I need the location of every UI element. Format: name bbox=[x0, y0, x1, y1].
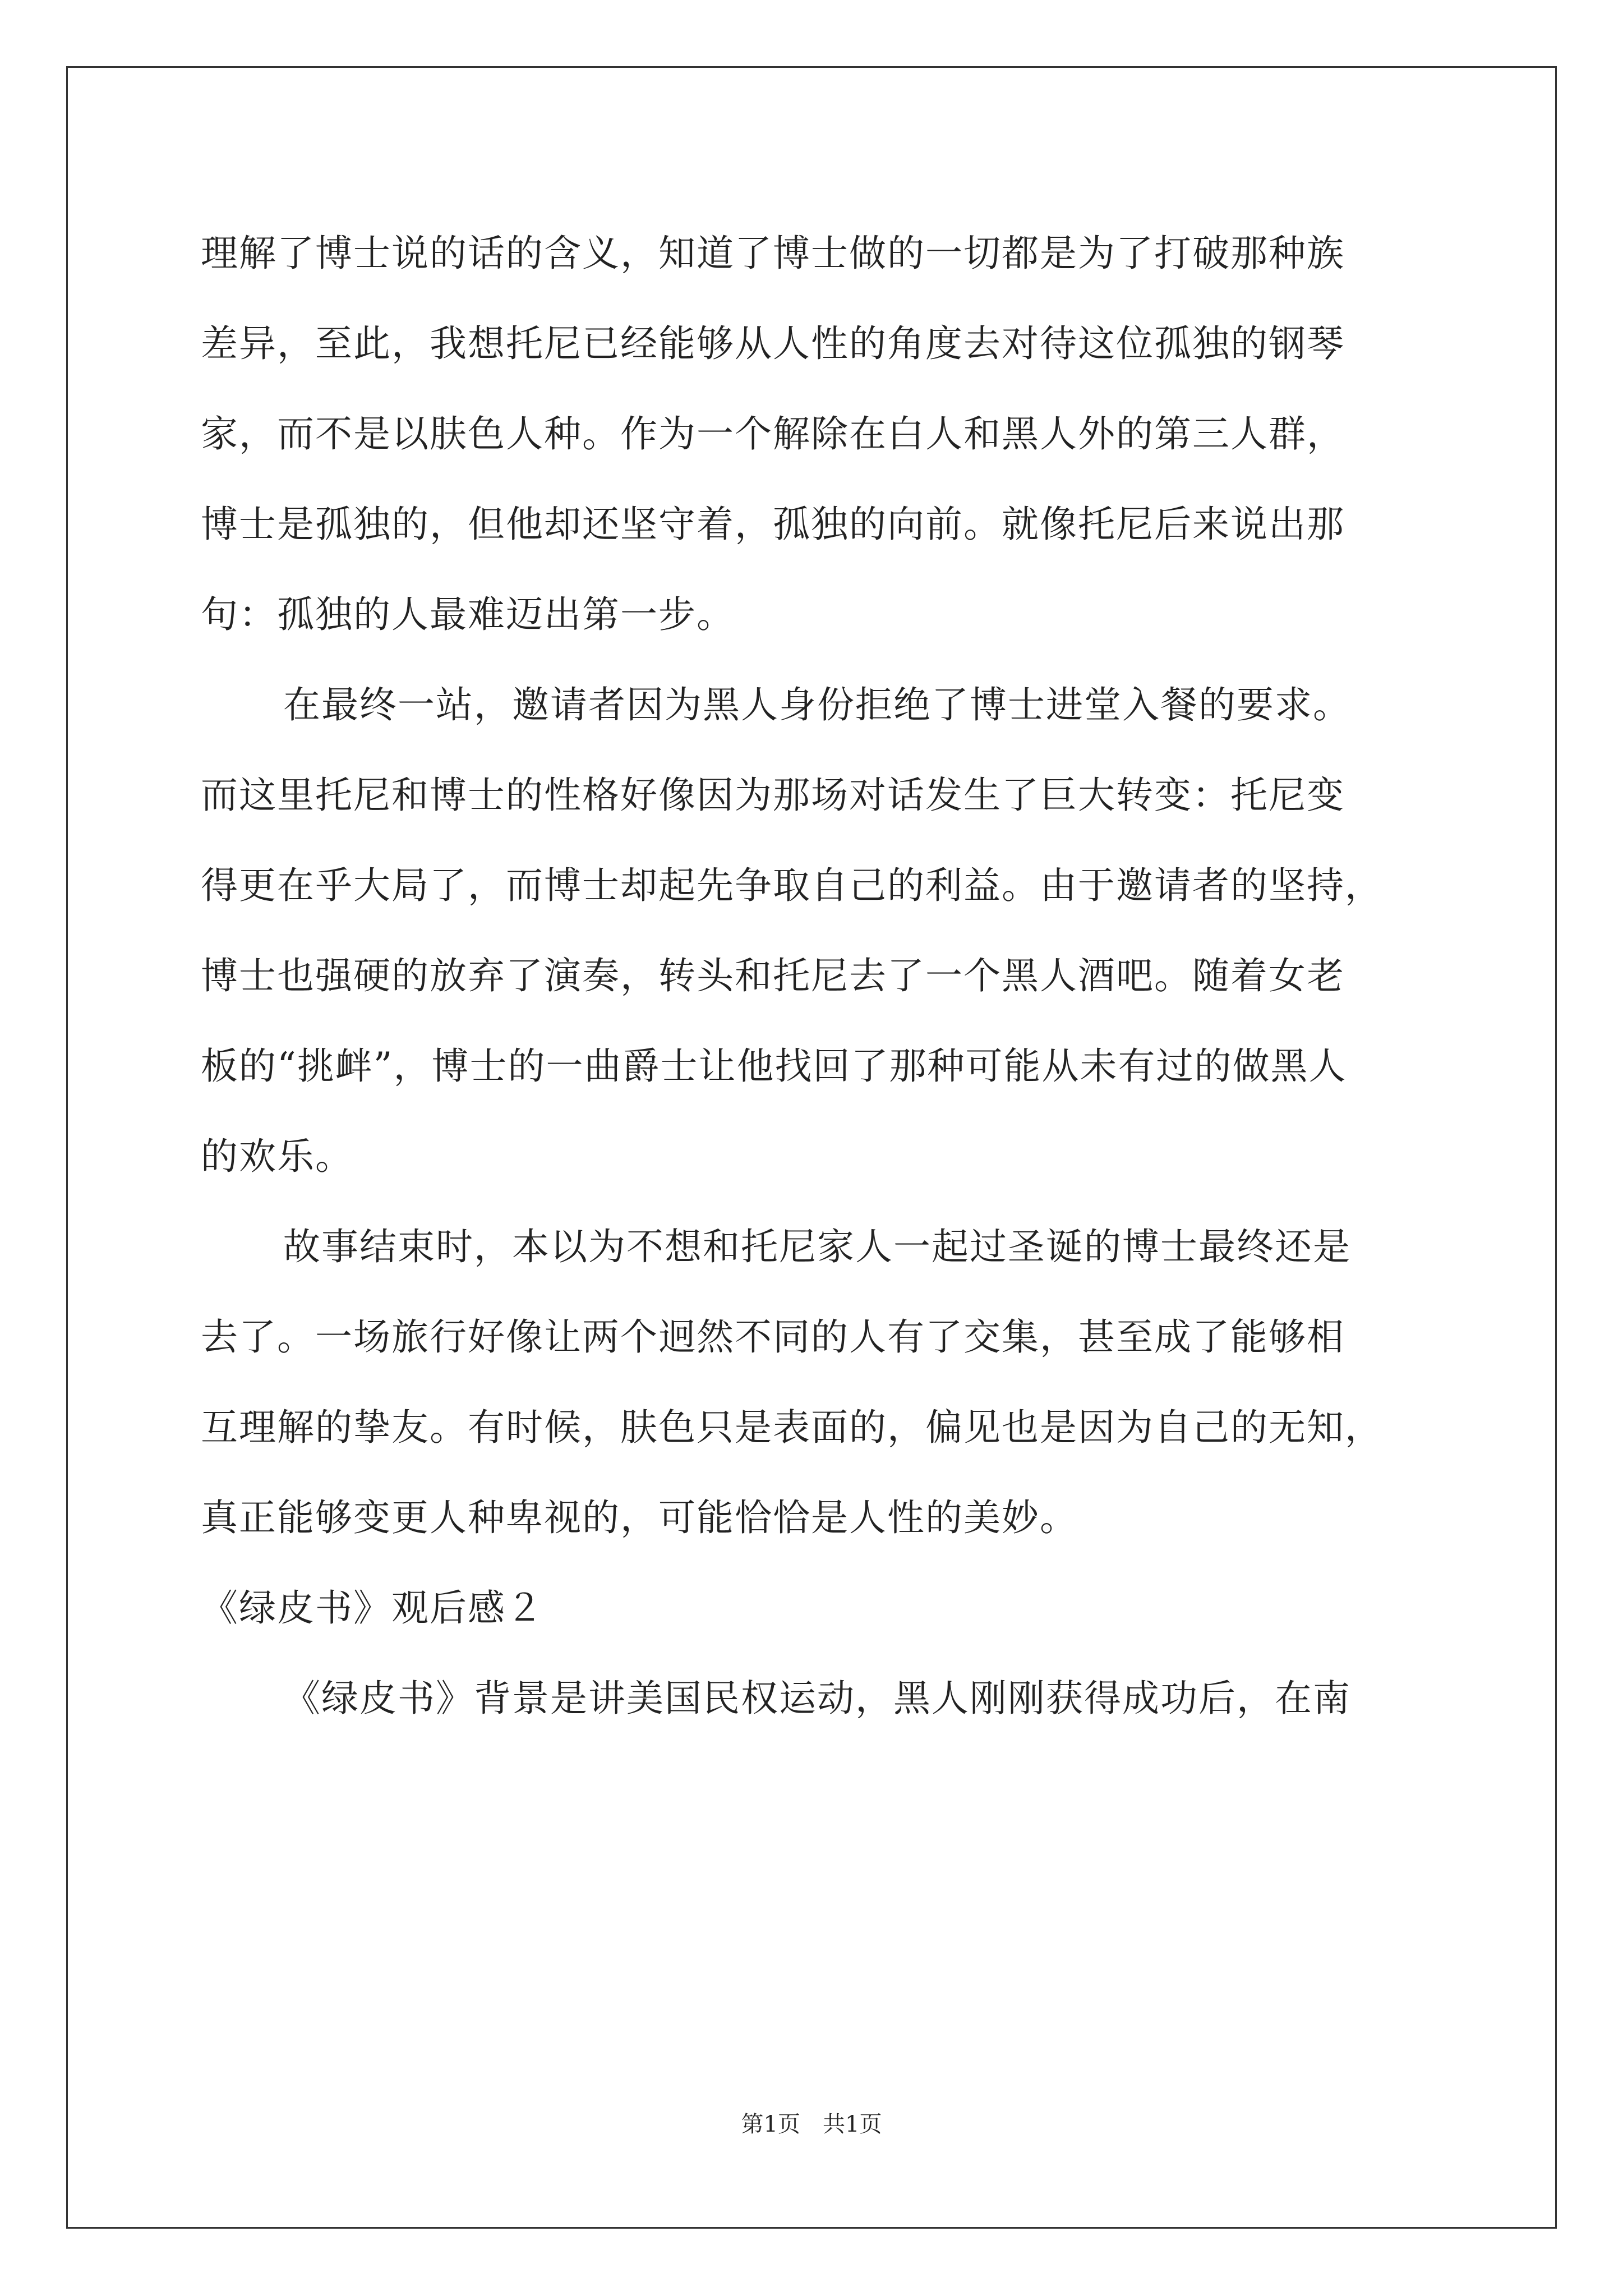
text-line-10: 板的“挑衅”，博士的一曲爵士让他找回了那种可能从未有过的做黑人 bbox=[201, 1045, 1347, 1088]
text-line-14: 互理解的挚友。有时候，肤色只是表面的，偏见也是因为自己的无知， bbox=[201, 1406, 1383, 1449]
text-line-12: 故事结束时，本以为不想和托尼家人一起过圣诞的博士最终还是 bbox=[283, 1225, 1351, 1268]
text-line-4: 博士是孤独的，但他却还坚守着，孤独的向前。就像托尼后来说出那 bbox=[201, 503, 1345, 546]
section-heading: 《绿皮书》观后感２ bbox=[201, 1586, 544, 1630]
text-line-13: 去了。一场旅行好像让两个迥然不同的人有了交集，甚至成了能够相 bbox=[201, 1315, 1345, 1359]
text-line-5: 句：孤独的人最难迈出第一步。 bbox=[201, 593, 735, 636]
text-line-17: 《绿皮书》背景是讲美国民权运动，黑人刚刚获得成功后，在南 bbox=[283, 1677, 1351, 1720]
text-line-9: 博士也强硬的放弃了演奏，转头和托尼去了一个黑人酒吧。随着女老 bbox=[201, 954, 1345, 997]
text-line-6: 在最终一站，邀请者因为黑人身份拒绝了博士进堂入餐的要求。 bbox=[283, 683, 1351, 726]
text-line-11: 的欢乐。 bbox=[201, 1135, 353, 1178]
text-line-8: 得更在乎大局了，而博士却起先争取自己的利益。由于邀请者的坚持， bbox=[201, 864, 1383, 907]
text-line-15: 真正能够变更人种卑视的，可能恰恰是人性的美妙。 bbox=[201, 1496, 1078, 1539]
text-line-7: 而这里托尼和博士的性格好像因为那场对话发生了巨大转变：托尼变 bbox=[201, 774, 1345, 817]
text-line-1: 理解了博士说的话的含义，知道了博士做的一切都是为了打破那种族 bbox=[201, 232, 1345, 275]
page-footer: 第1页 共1页 bbox=[741, 2111, 882, 2137]
text-line-3: 家，而不是以肤色人种。作为一个解除在白人和黑人外的第三人群， bbox=[201, 412, 1345, 455]
text-line-2: 差异，至此，我想托尼已经能够从人性的角度去对待这位孤独的钢琴 bbox=[201, 322, 1345, 365]
